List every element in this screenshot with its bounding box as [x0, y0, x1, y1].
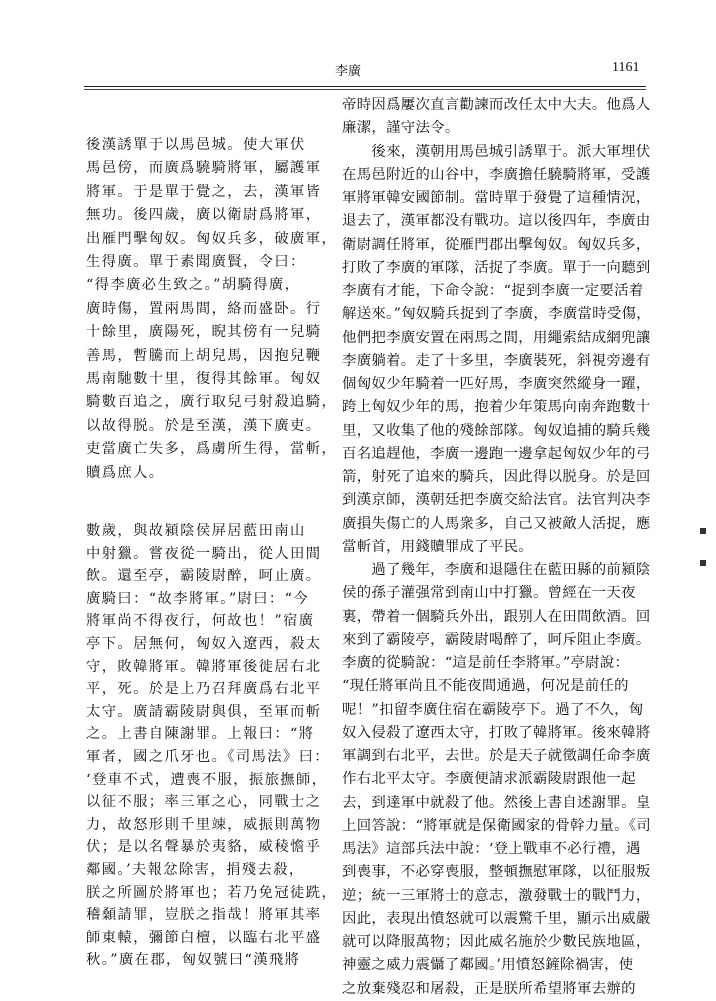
classical-text-line: 以故得脱。於是至漢，漢下廣吏。: [86, 417, 322, 434]
scan-edge-mark: [700, 528, 706, 534]
translation-text-line: 百名追趕他，李廣一邊跑一邊拿起匈奴少年的弓: [342, 445, 651, 462]
classical-text-line: 稽顙請罪，豈朕之指哉！將軍其率: [86, 907, 322, 924]
translation-text-line: 馬法》這部兵法中說：‘登上戰車不必行禮，遇: [342, 841, 641, 857]
translation-text-line: 廣損失傷亡的人馬衆多，自己又被敵人活捉，應: [342, 515, 651, 532]
classical-text-line: 數歲，與故潁陰侯屏居藍田南山: [86, 523, 306, 539]
classical-text-line: 吏當廣亡失多，爲虜所生得，當斬，: [86, 441, 338, 458]
translation-text-line: 因此，表現出憤怒就可以震驚千里，顯示出威嚴: [342, 910, 651, 927]
classical-text-line: 無功。後四歲，廣以衛尉爲將軍，: [86, 207, 322, 224]
classical-text-line: 力，故怒形則千里竦，威振則萬物: [86, 816, 322, 833]
translation-text-line: 奴入侵殺了遼西太守，打敗了韓將軍。後來韓將: [342, 724, 651, 741]
running-header-title: 李廣: [334, 64, 361, 79]
page-number: 1161: [612, 60, 640, 75]
translation-text-line: 神靈之威力震懾了鄰國。’用憤怒鏟除禍害，使: [342, 957, 634, 974]
translation-text-line: 打敗了李廣的軍隊，活捉了李廣。單于一向聽到: [342, 259, 651, 276]
translation-text-line: 箭，射死了追來的騎兵，因此得以脱身。於是回: [342, 469, 651, 485]
translation-text-line: 里，又收集了他的殘餘部隊。匈奴追捕的騎兵幾: [342, 422, 651, 439]
classical-text-line: 平，死。於是上乃召拜廣爲右北平: [86, 681, 322, 698]
header-rule-secondary: [84, 89, 646, 90]
classical-text-line: 之。上書自陳謝罪。上報曰：“將: [86, 726, 315, 743]
classical-text-passage-1: [86, 134, 338, 485]
translation-text-line: 帝時因爲屢次直言勸諫而改任太中大夫。他爲人: [342, 97, 651, 113]
translation-text-line: 去，到達軍中就殺了他。然後上書自述謝罪。皇: [342, 794, 651, 811]
translation-text-line: 他們把李廣安置在兩馬之間，用繩索結成網兜讓: [342, 329, 651, 346]
classical-text-line: 廣時傷，置兩馬間，絡而盛卧。行: [86, 300, 322, 317]
classical-text-line: 善馬，暫騰而上胡兒馬，因抱兒鞭: [86, 347, 322, 364]
classical-text-line: 師東轅，彌節白檀，以臨右北平盛: [86, 929, 322, 946]
translation-text-line: 就可以降服萬物；因此威名施於少數民族地區，: [342, 934, 651, 950]
translation-text-line: 來到了霸陵亭，霸陵尉喝醉了，呵斥阻止李廣。: [342, 631, 651, 648]
classical-text-line: 飲。還至亭，霸陵尉醉，呵止廣。: [86, 568, 322, 585]
classical-text-line: 十餘里，廣陽死，睨其傍有一兒騎: [86, 324, 322, 341]
classical-text-line: ‘登車不式，遭喪不服，振旅撫師，: [86, 771, 328, 788]
header-rule: [84, 86, 646, 87]
translation-text-line: 之放棄殘忍和屠殺，正是朕所希望將軍去辦的: [342, 980, 636, 997]
classical-text-line: 贖爲庶人。: [86, 464, 165, 481]
classical-text-line: 亭下。居無何，匈奴入遼西，殺太: [86, 635, 322, 652]
translation-text-line: 作右北平太守。李廣便請求派霸陵尉跟他一起: [342, 771, 636, 788]
classical-text-line: 出雁門擊匈奴。匈奴兵多，破廣軍，: [86, 230, 338, 247]
classical-text-line: 將軍。于是單于覺之，去，漢軍皆: [86, 183, 322, 200]
classical-text-line: 中射獵。嘗夜從一騎出，從人田間: [86, 545, 322, 562]
translation-text-line: 到漢京師，漢朝廷把李廣交給法官。法官判决李: [342, 492, 651, 509]
classical-text-passage-2: [86, 520, 338, 972]
classical-text-line: 朕之所圖於將軍也；若乃免冠徒跣，: [86, 884, 338, 901]
translation-text-line: 裏，帶着一個騎兵外出，跟别人在田間飲酒。回: [342, 608, 651, 625]
classical-text-line: 太守。廣請霸陵尉與俱，至軍而斬: [86, 703, 322, 720]
classical-text-line: 秋。”廣在郡，匈奴號曰“漢飛將: [86, 952, 301, 969]
classical-text-line: 後漢誘單于以馬邑城。使大軍伏: [86, 137, 306, 153]
translation-text-line: 呢！”扣留李廣住宿在霸陵亭下。過了不久，匈: [342, 701, 644, 718]
classical-text-line: 將軍尚不得夜行，何故也！”宿廣: [86, 613, 315, 630]
scan-edge-mark: [700, 560, 706, 566]
translation-text-line: 個匈奴少年騎着一匹好馬，李廣突然縱身一躍，: [342, 376, 651, 392]
classical-text-line: 守，敗韓將軍。韓將軍後徙居右北: [86, 658, 322, 675]
classical-text-line: 馬邑傍，而廣爲驍騎將軍，屬護軍: [86, 160, 322, 177]
translation-text-line: 跨上匈奴少年的馬，抱着少年策馬向南奔跑數十: [342, 399, 651, 416]
translation-text-line: 李廣的從騎說：“這是前任李將軍。”亭尉說：: [342, 655, 630, 671]
translation-text-line: 當斬首，用錢贖罪成了平民。: [342, 538, 533, 555]
classical-text-line: 伏；是以名聲暴於夷貉，威稜憺乎: [86, 839, 322, 856]
classical-text-line: 生得廣。單于素聞廣賢，令曰：: [86, 254, 306, 271]
classical-text-line: 廣騎曰：“故李將軍。”尉曰：“今: [86, 590, 310, 607]
translation-text-line: 侯的孫子灌强常到南山中打獵。曾經在一天夜: [342, 585, 636, 602]
classical-text-line: 騎數百追之，廣行取兒弓射殺追騎，: [86, 394, 338, 411]
translation-text-line: 李廣躺着。走了十多里，李廣裝死，斜視旁邊有: [342, 352, 651, 369]
classical-text-line: “得李廣必生致之。”胡騎得廣，: [86, 277, 301, 294]
translation-text-line: 解送來。”匈奴騎兵捉到了李廣，李廣當時受傷，: [342, 306, 651, 323]
classical-text-line: 鄰國。’夫報忿除害，捐殘去殺，: [86, 861, 305, 878]
translation-text-line: “現任將軍尚且不能夜間通過，何况是前任的: [342, 678, 629, 695]
translation-text-line: 軍調到右北平，去世。於是天子就徵調任命李廣: [342, 748, 651, 764]
translation-text-line: 在馬邑附近的山谷中，李廣擔任驍騎將軍，受護: [342, 166, 651, 183]
classical-text-line: 以征不服；率三軍之心，同戰士之: [86, 794, 322, 811]
translation-text-line: 過了幾年，李廣和退隱住在藍田縣的前潁陰: [342, 562, 651, 578]
translation-text-line: 衛尉調任將軍，從雁門郡出擊匈奴。匈奴兵多，: [342, 236, 651, 253]
translation-text-line: 後來，漢朝用馬邑城引誘單于。派大軍埋伏: [342, 143, 651, 160]
translation-column: [342, 94, 651, 1001]
translation-text-line: 上回答說：“將軍就是保衛國家的骨幹力量。《司: [342, 817, 651, 834]
translation-text-line: 軍將軍韓安國節制。當時單于發覺了這種情況，: [342, 190, 651, 206]
translation-text-line: 退去了，漢軍都没有戰功。這以後四年，李廣由: [342, 213, 651, 230]
translation-text-line: 到喪事，不必穿喪服，整頓撫慰軍隊，以征服叛: [342, 864, 651, 881]
translation-text-line: 逆；統一三軍將士的意志，激發戰士的戰鬥力，: [342, 887, 651, 904]
translation-text-line: 廉潔，謹守法令。: [342, 120, 460, 137]
translation-text-line: 李廣有才能，下命令說：“捉到李廣一定要活着: [342, 283, 644, 299]
classical-text-line: 軍者，國之爪牙也。《司馬法》曰：: [86, 748, 330, 765]
classical-text-line: 馬南馳數十里，復得其餘軍。匈奴: [86, 371, 322, 388]
